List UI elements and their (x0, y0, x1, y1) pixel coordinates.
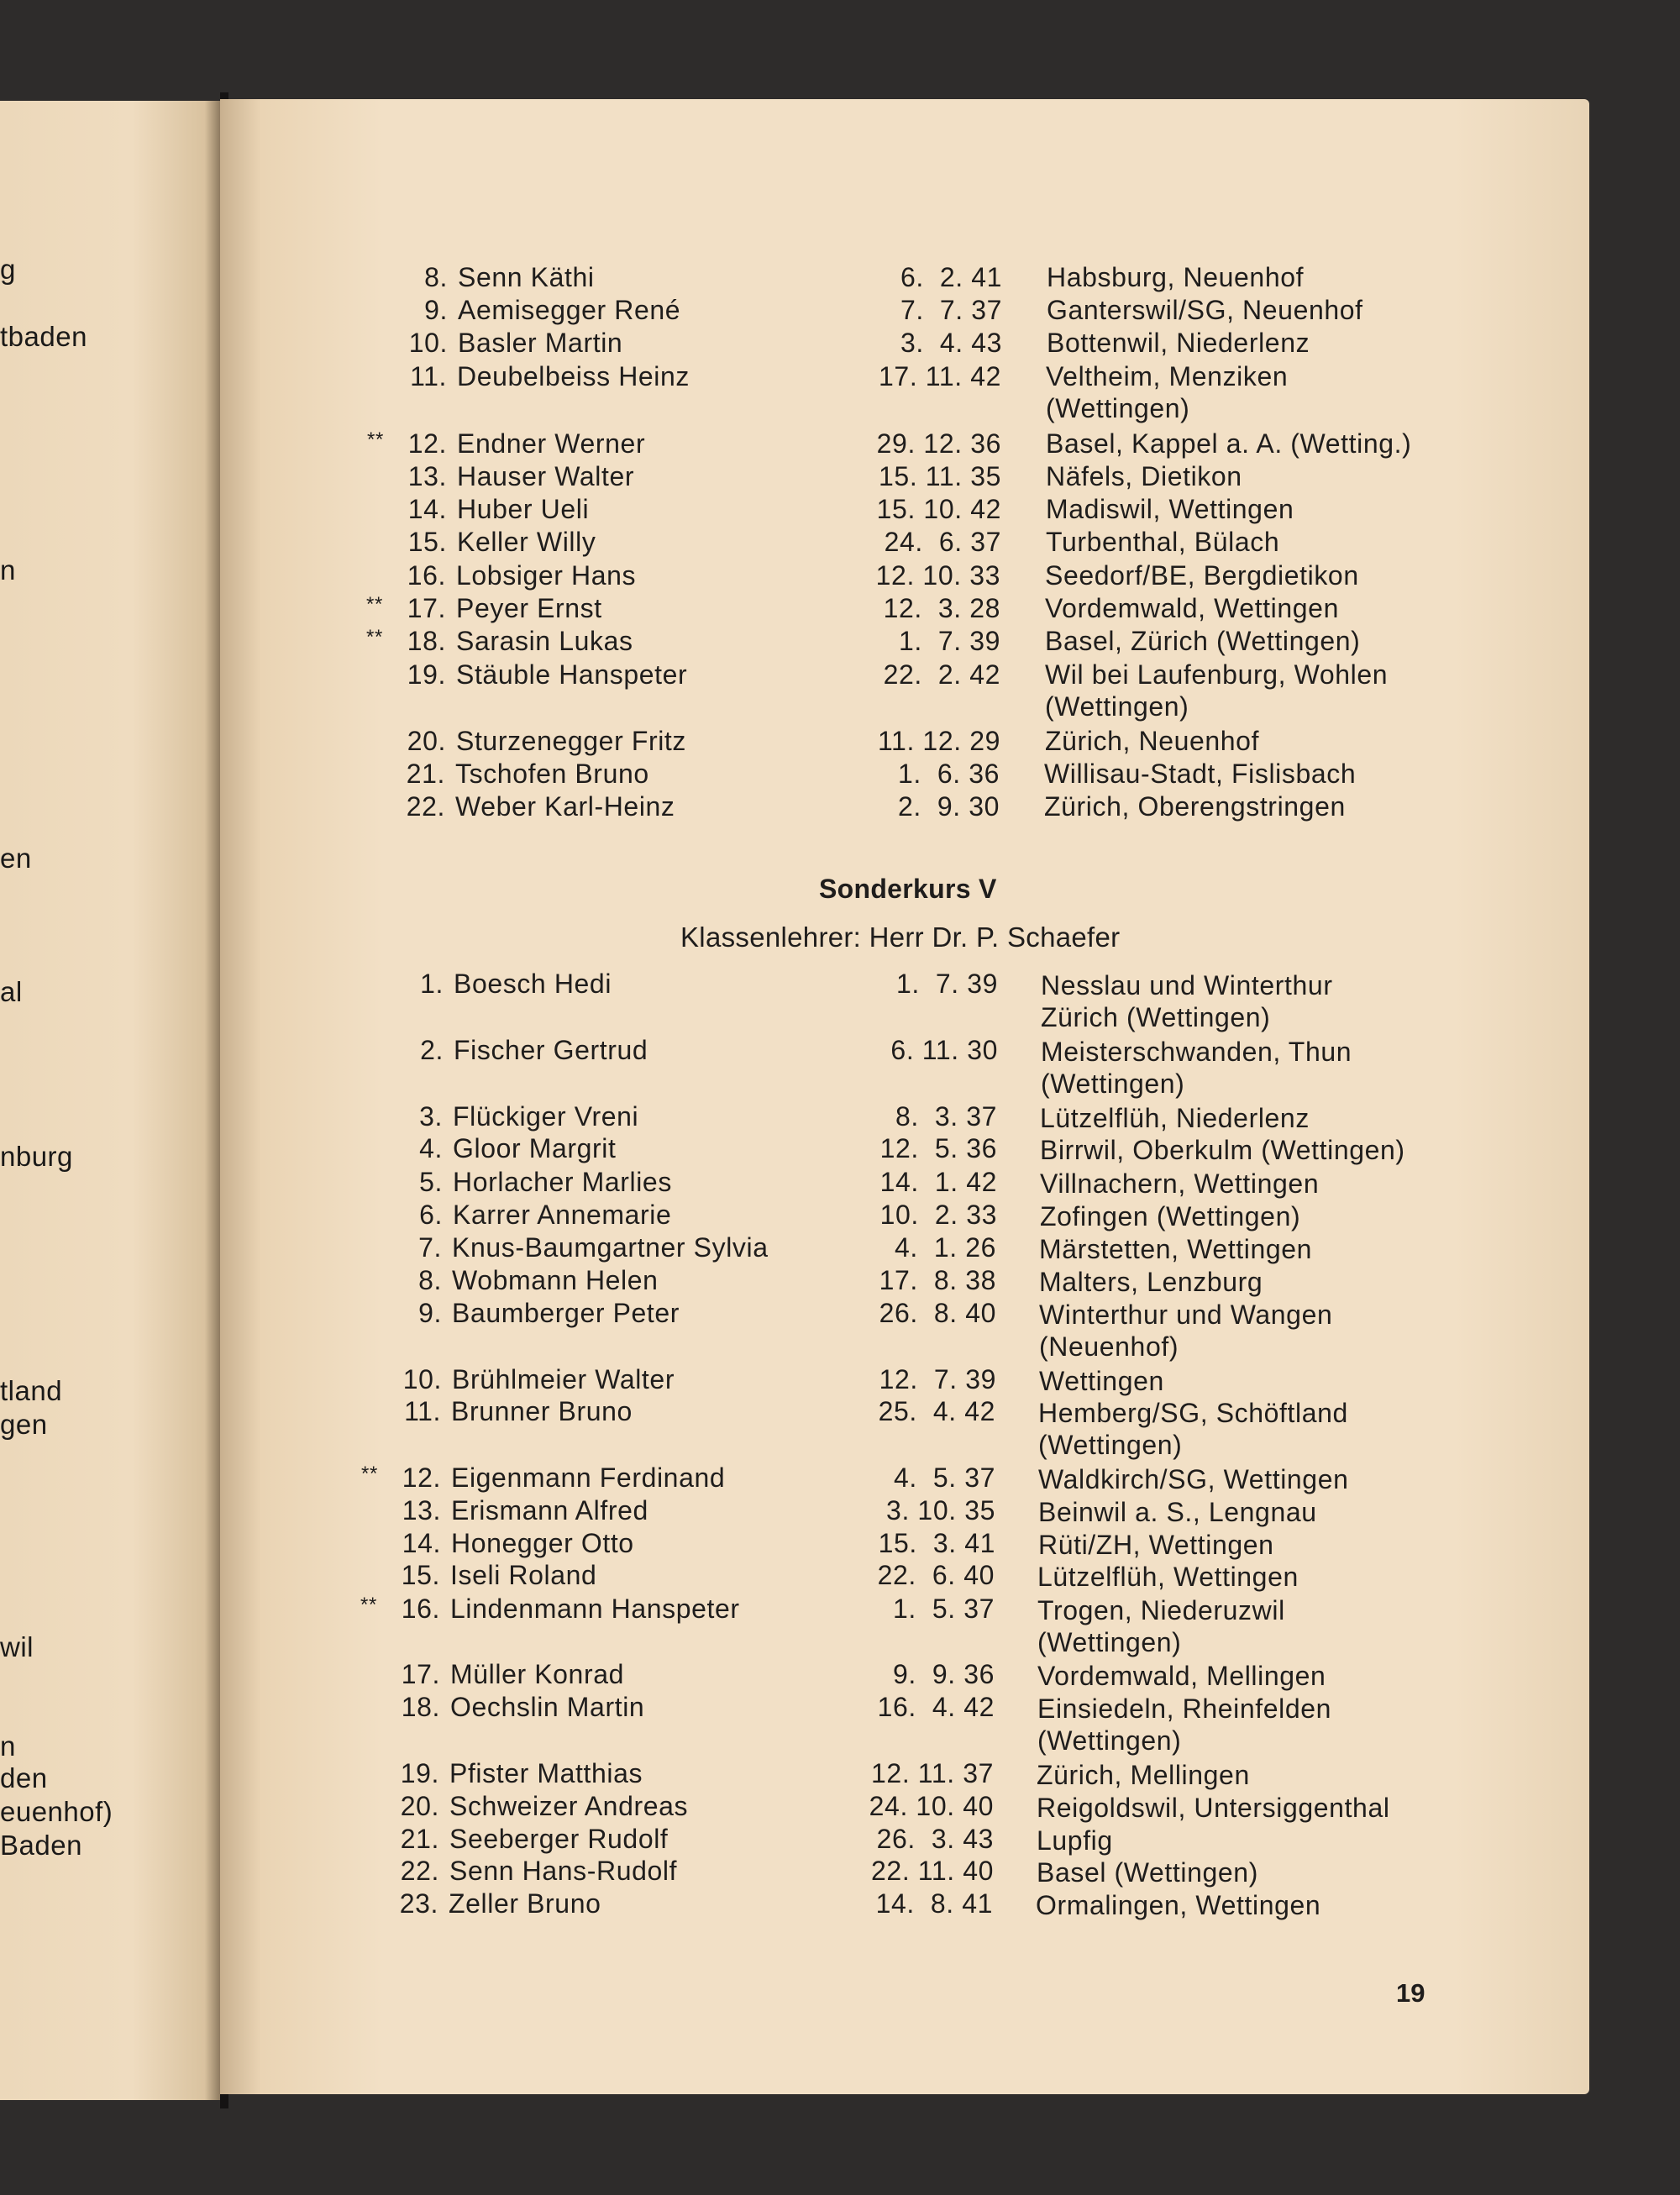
student-name: Aemisegger René (458, 295, 681, 325)
table-row (0, 1560, 1680, 1594)
birth-date: 22. 2. 42 (883, 659, 1000, 690)
left-page-fragment: gen (0, 1409, 48, 1440)
row-number: 20. (407, 726, 446, 756)
row-marker: ** (361, 1462, 378, 1485)
place-of-origin: Madiswil, Wettingen (1046, 494, 1294, 524)
row-number: 2. (420, 1035, 444, 1065)
row-number: 12. (402, 1462, 441, 1493)
row-number: 16. (401, 1594, 440, 1624)
table-row (0, 791, 1680, 825)
table-row (0, 527, 1680, 560)
table-row (0, 295, 1680, 328)
table-row (0, 1888, 1680, 1922)
table-row (0, 560, 1680, 594)
left-page-fragment: n (0, 1730, 16, 1762)
row-number: 21. (400, 1824, 439, 1854)
place-of-origin: Basel, Zürich (Wettingen) (1045, 626, 1361, 656)
table-row (0, 1528, 1680, 1562)
student-name: Keller Willy (457, 527, 596, 557)
row-number: 19. (400, 1758, 439, 1788)
student-name: Eigenmann Ferdinand (451, 1462, 726, 1493)
place-of-origin: Seedorf/BE, Bergdietikon (1045, 560, 1359, 591)
place-of-origin: Zürich, Oberengstringen (1044, 791, 1346, 822)
birth-date: 1. 7. 39 (895, 969, 998, 999)
row-marker: ** (366, 593, 383, 616)
table-row (0, 1495, 1680, 1529)
left-page-fragment: en (0, 843, 32, 874)
row-number: 18. (401, 1692, 440, 1722)
row-number: 18. (407, 626, 446, 656)
left-page-fragment: wil (0, 1631, 34, 1662)
place-of-origin: Lützelflüh, Niederlenz (1040, 1103, 1310, 1133)
birth-date: 12. 10. 33 (875, 560, 1000, 591)
left-page-fragment: al (0, 976, 23, 1007)
birth-date: 1. 6. 36 (897, 759, 1000, 789)
row-number: 14. (407, 494, 447, 524)
row-number: 14. (402, 1528, 441, 1558)
birth-date: 29. 12. 36 (876, 428, 1001, 459)
row-number: 1. (420, 969, 444, 999)
place-of-origin: Rüti/ZH, Wettingen (1038, 1530, 1274, 1560)
row-number: 11. (404, 1396, 441, 1426)
section-heading: Sonderkurs V (819, 874, 997, 904)
place-of-origin: Winterthur und Wangen (1039, 1300, 1333, 1330)
student-name: Fischer Gertrud (454, 1035, 648, 1065)
place-of-origin: Ormalingen, Wettingen (1036, 1890, 1321, 1920)
birth-date: 12. 11. 37 (871, 1758, 994, 1788)
table-row (0, 726, 1680, 759)
birth-date: 17. 11. 42 (879, 361, 1001, 391)
table-row (0, 1824, 1680, 1857)
student-name: Senn Käthi (458, 262, 595, 292)
birth-date: 17. 8. 38 (879, 1265, 996, 1295)
place-of-origin: Villnachern, Wettingen (1040, 1168, 1320, 1199)
student-name: Weber Karl-Heinz (455, 791, 675, 822)
place-of-origin: Wettingen (1039, 1366, 1164, 1396)
student-name: Deubelbeiss Heinz (457, 361, 690, 391)
table-row (0, 328, 1680, 361)
student-name: Senn Hans-Rudolf (449, 1856, 678, 1886)
table-row (0, 593, 1680, 627)
birth-date: 15. 11. 35 (879, 461, 1001, 491)
table-row (0, 1758, 1680, 1792)
student-name: Sarasin Lukas (456, 626, 633, 656)
birth-date: 15. 10. 42 (876, 494, 1001, 524)
birth-date: 6. 2. 41 (900, 262, 1002, 292)
left-page-fragment: g (0, 254, 16, 285)
birth-date: 1. 7. 39 (898, 626, 1000, 656)
place-of-origin: Hemberg/SG, Schöftland (1038, 1398, 1348, 1428)
student-name: Müller Konrad (450, 1659, 625, 1689)
row-number: 11. (410, 361, 447, 391)
place-continuation: Zürich (Wettingen) (1041, 1002, 1271, 1032)
place-of-origin: Waldkirch/SG, Wettingen (1038, 1464, 1349, 1494)
left-page-fragment: euenhof) (0, 1796, 113, 1827)
row-number: 15. (407, 527, 447, 557)
place-of-origin: Basel (Wettingen) (1037, 1857, 1258, 1888)
student-name: Baumberger Peter (452, 1298, 680, 1328)
student-name: Brunner Bruno (451, 1396, 633, 1426)
birth-date: 2. 9. 30 (897, 791, 1000, 822)
table-row (0, 1791, 1680, 1825)
student-name: Lindenmann Hanspeter (450, 1594, 740, 1624)
table-row (0, 361, 1680, 423)
student-name: Seeberger Rudolf (449, 1824, 669, 1854)
birth-date: 14. 1. 42 (879, 1167, 997, 1197)
student-name: Flückiger Vreni (453, 1101, 639, 1132)
place-of-origin: Bottenwil, Niederlenz (1047, 328, 1310, 358)
place-continuation: (Wettingen) (1046, 393, 1190, 423)
row-number: 20. (400, 1791, 439, 1821)
student-name: Huber Ueli (457, 494, 590, 524)
row-marker: ** (366, 626, 383, 649)
left-page-fragment: n (0, 554, 16, 586)
place-of-origin: Beinwil a. S., Lengnau (1038, 1497, 1317, 1527)
place-of-origin: Malters, Lenzburg (1039, 1267, 1263, 1297)
row-number: 3. (419, 1101, 443, 1132)
row-number: 22. (400, 1856, 439, 1886)
table-row (0, 1232, 1680, 1266)
row-number: 8. (418, 1265, 442, 1295)
left-page-fragment: Baden (0, 1830, 82, 1861)
row-number: 15. (401, 1560, 440, 1590)
birth-date: 15. 3. 41 (878, 1528, 995, 1558)
place-continuation: (Wettingen) (1038, 1430, 1183, 1460)
birth-date: 22. 11. 40 (871, 1856, 994, 1886)
birth-date: 11. 12. 29 (878, 726, 1000, 756)
table-row (0, 1101, 1680, 1135)
table-row (0, 1035, 1680, 1099)
page-number: 19 (1396, 1978, 1425, 2008)
row-number: 12. (407, 428, 447, 459)
table-row (0, 1298, 1680, 1362)
row-number: 7. (418, 1232, 442, 1263)
birth-date: 12. 7. 39 (879, 1364, 996, 1394)
place-of-origin: Lützelflüh, Wettingen (1037, 1562, 1299, 1592)
table-row (0, 1396, 1680, 1460)
place-continuation: (Wettingen) (1045, 691, 1189, 722)
row-number: 9. (424, 295, 448, 325)
student-name: Peyer Ernst (456, 593, 602, 623)
birth-date: 4. 5. 37 (893, 1462, 995, 1493)
place-of-origin: Zürich, Neuenhof (1045, 726, 1260, 756)
table-row (0, 1856, 1680, 1889)
birth-date: 12. 5. 36 (879, 1133, 997, 1163)
birth-date: 14. 8. 41 (875, 1888, 993, 1919)
table-row (0, 1659, 1680, 1693)
birth-date: 8. 3. 37 (895, 1101, 997, 1132)
birth-date: 24. 6. 37 (884, 527, 1001, 557)
student-name: Lobsiger Hans (456, 560, 637, 591)
teacher-line: Klassenlehrer: Herr Dr. P. Schaefer (680, 922, 1121, 953)
birth-date: 9. 9. 36 (892, 1659, 995, 1689)
student-name: Wobmann Helen (452, 1265, 659, 1295)
student-name: Honegger Otto (451, 1528, 634, 1558)
place-of-origin: Trogen, Niederuzwil (1037, 1595, 1285, 1625)
birth-date: 25. 4. 42 (878, 1396, 995, 1426)
place-of-origin: Wil bei Laufenburg, Wohlen (1045, 659, 1389, 690)
left-page-fragment: den (0, 1762, 48, 1793)
table-row (0, 659, 1680, 722)
table-row (0, 759, 1680, 792)
row-number: 6. (419, 1200, 443, 1230)
student-name: Endner Werner (457, 428, 646, 459)
table-row (0, 1594, 1680, 1657)
place-of-origin: Meisterschwanden, Thun (1041, 1037, 1352, 1067)
birth-date: 6. 11. 30 (890, 1035, 998, 1065)
row-number: 8. (424, 262, 448, 292)
place-of-origin: Willisau-Stadt, Fislisbach (1044, 759, 1357, 789)
place-of-origin: Märstetten, Wettingen (1039, 1234, 1313, 1264)
place-continuation: (Wettingen) (1041, 1069, 1185, 1099)
row-number: 16. (407, 560, 446, 591)
row-number: 10. (408, 328, 448, 358)
place-of-origin: Ganterswil/SG, Neuenhof (1047, 295, 1363, 325)
table-row (0, 1167, 1680, 1200)
place-of-origin: Vordemwald, Mellingen (1037, 1661, 1326, 1691)
place-of-origin: Veltheim, Menziken (1046, 361, 1289, 391)
table-row (0, 1692, 1680, 1756)
place-continuation: (Neuenhof) (1039, 1331, 1179, 1362)
birth-date: 10. 2. 33 (879, 1200, 997, 1230)
student-name: Basler Martin (458, 328, 623, 358)
table-row (0, 626, 1680, 659)
row-number: 10. (402, 1364, 442, 1394)
student-name: Erismann Alfred (451, 1495, 648, 1525)
student-name: Pfister Matthias (449, 1758, 643, 1788)
row-number: 22. (406, 791, 445, 822)
row-number: 9. (418, 1298, 442, 1328)
student-name: Karrer Annemarie (453, 1200, 672, 1230)
birth-date: 26. 8. 40 (879, 1298, 996, 1328)
place-of-origin: Einsiedeln, Rheinfelden (1037, 1694, 1332, 1724)
row-number: 13. (402, 1495, 441, 1525)
student-name: Boesch Hedi (454, 969, 612, 999)
birth-date: 7. 7. 37 (900, 295, 1002, 325)
row-number: 4. (419, 1133, 443, 1163)
place-continuation: (Wettingen) (1037, 1627, 1182, 1657)
birth-date: 1. 5. 37 (892, 1594, 995, 1624)
row-number: 23. (399, 1888, 438, 1919)
row-number: 19. (407, 659, 446, 690)
birth-date: 26. 3. 43 (876, 1824, 994, 1854)
row-number: 5. (419, 1167, 443, 1197)
birth-date: 12. 3. 28 (883, 593, 1000, 623)
left-page-fragment: tbaden (0, 321, 87, 352)
place-of-origin: Zürich, Mellingen (1037, 1760, 1250, 1790)
table-row (0, 969, 1680, 1032)
table-row (0, 1265, 1680, 1299)
student-name: Brühlmeier Walter (452, 1364, 675, 1394)
place-of-origin: Lupfig (1037, 1825, 1113, 1856)
place-of-origin: Nesslau und Winterthur (1041, 970, 1333, 1000)
student-name: Iseli Roland (450, 1560, 597, 1590)
student-name: Schweizer Andreas (449, 1791, 689, 1821)
student-name: Oechslin Martin (450, 1692, 645, 1722)
place-of-origin: Turbenthal, Bülach (1046, 527, 1280, 557)
table-row (0, 461, 1680, 495)
place-of-origin: Basel, Kappel a. A. (Wetting.) (1046, 428, 1412, 459)
birth-date: 3. 4. 43 (900, 328, 1002, 358)
place-of-origin: Näfels, Dietikon (1046, 461, 1242, 491)
place-of-origin: Birrwil, Oberkulm (Wettingen) (1040, 1135, 1405, 1165)
table-row (0, 1462, 1680, 1496)
birth-date: 16. 4. 42 (877, 1692, 995, 1722)
birth-date: 22. 6. 40 (877, 1560, 995, 1590)
place-of-origin: Habsburg, Neuenhof (1047, 262, 1305, 292)
birth-date: 24. 10. 40 (869, 1791, 994, 1821)
table-row (0, 1133, 1680, 1167)
row-number: 13. (407, 461, 447, 491)
student-name: Sturzenegger Fritz (456, 726, 687, 756)
table-row (0, 262, 1680, 296)
student-name: Gloor Margrit (453, 1133, 617, 1163)
left-page-fragment: tland (0, 1375, 63, 1406)
row-marker: ** (367, 428, 384, 451)
table-row (0, 428, 1680, 462)
birth-date: 4. 1. 26 (894, 1232, 996, 1263)
birth-date: 3. 10. 35 (886, 1495, 995, 1525)
row-number: 21. (406, 759, 445, 789)
table-row (0, 494, 1680, 528)
table-row (0, 1364, 1680, 1398)
student-name: Knus-Baumgartner Sylvia (452, 1232, 769, 1263)
student-name: Hauser Walter (457, 461, 635, 491)
place-of-origin: Zofingen (Wettingen) (1040, 1201, 1301, 1231)
place-of-origin: Vordemwald, Wettingen (1045, 593, 1339, 623)
row-marker: ** (360, 1594, 377, 1616)
student-name: Stäuble Hanspeter (456, 659, 688, 690)
student-name: Horlacher Marlies (453, 1167, 672, 1197)
row-number: 17. (407, 593, 446, 623)
student-name: Zeller Bruno (449, 1888, 601, 1919)
place-of-origin: Reigoldswil, Untersiggenthal (1037, 1793, 1390, 1823)
table-row (0, 1200, 1680, 1233)
student-name: Tschofen Bruno (455, 759, 649, 789)
place-continuation: (Wettingen) (1037, 1725, 1182, 1756)
row-number: 17. (401, 1659, 440, 1689)
left-page-fragment: nburg (0, 1141, 73, 1172)
